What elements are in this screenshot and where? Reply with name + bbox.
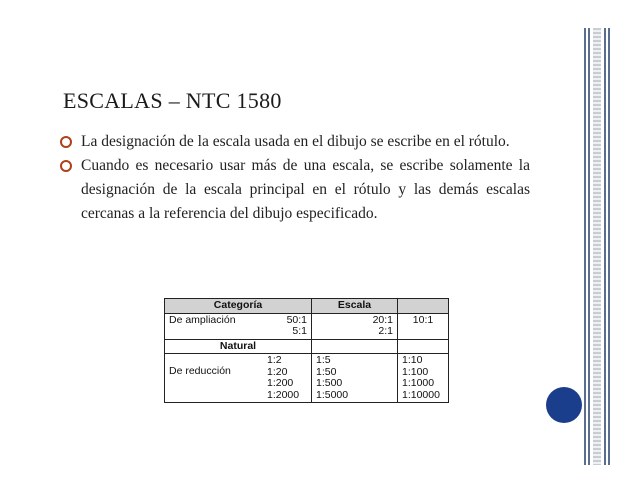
label-ampliacion: De ampliación <box>169 313 236 326</box>
scale-value: 5:1 <box>292 325 307 337</box>
cell-reduccion-cat <box>165 354 312 403</box>
scale-value: 1:1000 <box>402 377 435 389</box>
header-escala: Escala <box>312 299 398 314</box>
bullet-text: Cuando es necesario usar más de una escala, se escribe solamente la designación de la escala principal en el rótulo y las demás escalas cercanas a la referencia del dibujo especificado. <box>81 157 530 222</box>
slide-title: ESCALAS – NTC 1580 <box>63 88 282 113</box>
label-reduccion: De reducción <box>169 365 231 377</box>
sidebar-line <box>588 28 590 465</box>
cell-reduccion-extra <box>398 354 449 403</box>
bullet-circle-icon <box>60 160 72 172</box>
bullet-item <box>60 154 530 226</box>
scale-value: 1:20 <box>267 365 288 378</box>
table-header-row <box>165 299 449 314</box>
sidebar-stripe <box>593 28 601 465</box>
cell-natural-empty <box>398 339 449 354</box>
cell-natural-empty <box>312 339 398 354</box>
table-row-ampliacion <box>165 313 449 339</box>
sidebar-line <box>608 28 610 465</box>
scale-table <box>164 298 449 403</box>
header-empty <box>398 299 449 314</box>
scale-value: 1:10 <box>402 354 423 366</box>
bullet-item <box>60 130 530 154</box>
scale-value: 2:1 <box>378 325 393 337</box>
scale-value: 1:500 <box>316 377 343 389</box>
decorative-circle <box>546 387 582 423</box>
cell-ampliacion-escala <box>312 313 398 339</box>
decorative-sidebar <box>584 28 610 465</box>
scale-value: 10:1 <box>412 313 434 326</box>
cell-reduccion-escala <box>312 354 398 403</box>
scale-value: 1:50 <box>316 365 337 378</box>
cell-ampliacion-cat <box>165 313 312 339</box>
scale-value: 1:2 <box>267 354 282 366</box>
label-natural: Natural <box>165 339 312 354</box>
table-row-reduccion <box>165 354 449 403</box>
sidebar-line <box>604 28 606 465</box>
scale-value: 1:5000 <box>316 388 349 401</box>
scale-value: 1:5 <box>316 354 331 366</box>
bullet-list <box>60 130 530 226</box>
scale-value: 50:1 <box>286 313 307 326</box>
scale-value: 1:200 <box>267 377 294 389</box>
bullet-text: La designación de la escala usada en el dibujo se escribe en el rótulo. <box>81 133 510 150</box>
header-categoria: Categoría <box>165 299 312 314</box>
scale-value: 1:10000 <box>402 388 440 401</box>
scale-value: 1:100 <box>402 365 429 378</box>
table-row-natural <box>165 339 449 354</box>
bullet-circle-icon <box>60 136 72 148</box>
scale-value: 1:2000 <box>267 388 300 401</box>
cell-ampliacion-extra <box>398 313 449 339</box>
scale-value: 20:1 <box>372 313 393 326</box>
sidebar-line <box>584 28 586 465</box>
